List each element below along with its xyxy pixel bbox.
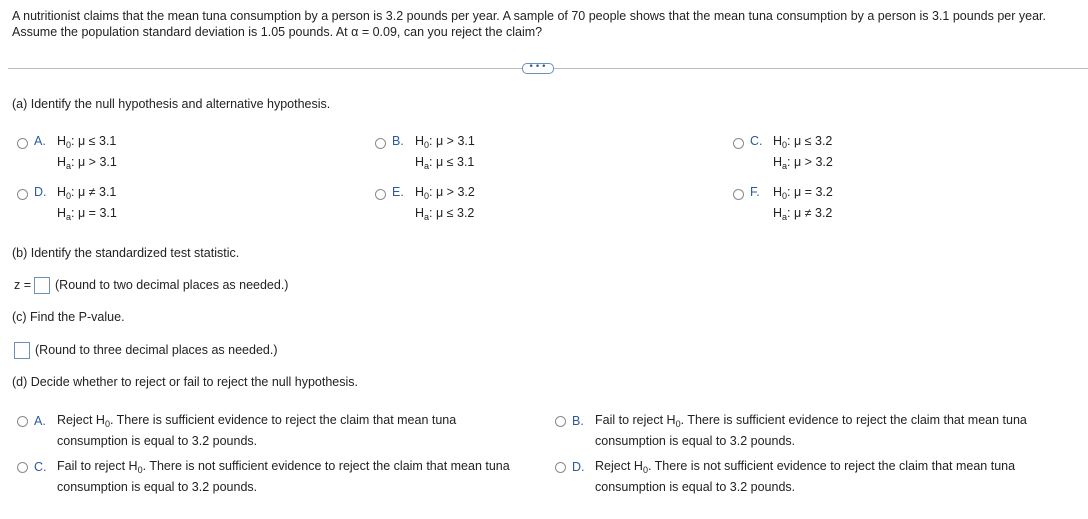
radio-a-f[interactable] — [733, 189, 744, 200]
radio-d-c[interactable] — [17, 462, 28, 473]
option-text: Fail to reject $H_0$. There is not sufficient evidence to reject the claim that mean tuna — [57, 459, 510, 475]
null-hypothesis: $H_0$: μ > 3.1 — [415, 134, 475, 150]
z-input[interactable] — [34, 277, 50, 294]
option-text-line2: consumption is equal to 3.2 pounds. — [57, 480, 258, 494]
option-text: Reject $H_0$. There is sufficient evidence to reject the claim that mean tuna — [57, 413, 457, 429]
null-hypothesis: $H_0$: μ ≠ 3.1 — [57, 185, 117, 201]
radio-d-a[interactable] — [17, 416, 28, 427]
option-letter: B. — [392, 134, 404, 148]
radio-d-b[interactable] — [555, 416, 566, 427]
option-text-line2: consumption is equal to 3.2 pounds. — [57, 434, 258, 448]
radio-a-b[interactable] — [375, 138, 386, 149]
part-c-prompt: (c) Find the P-value. — [12, 310, 125, 324]
radio-d-d[interactable] — [555, 462, 566, 473]
expand-button[interactable]: ••• — [522, 63, 554, 74]
null-hypothesis: $H_0$: μ ≤ 3.2 — [773, 134, 833, 150]
alternative-hypothesis: $H_a$: μ > 3.1 — [57, 155, 117, 171]
null-hypothesis: $H_0$: μ ≤ 3.1 — [57, 134, 117, 150]
radio-a-c[interactable] — [733, 138, 744, 149]
alternative-hypothesis: $H_a$: μ ≤ 3.2 — [415, 206, 475, 222]
option-text-line2: consumption is equal to 3.2 pounds. — [595, 434, 796, 448]
part-b-prompt: (b) Identify the standardized test statistic. — [12, 246, 240, 260]
question-stem: A nutritionist claims that the mean tuna consumption by a person is 3.2 pounds per year. A sample of 70 people shows that the mean tuna consumption by a person is 3.1 pounds per year. Assume the population standard deviation is 1.05 pounds. At α = 0.09, can you reject the claim? — [12, 9, 1046, 39]
part-d-prompt: (d) Decide whether to reject or fail to reject the null hypothesis. — [12, 375, 359, 389]
option-text-line2: consumption is equal to 3.2 pounds. — [595, 480, 796, 494]
null-hypothesis: $H_0$: μ = 3.2 — [773, 185, 833, 201]
alternative-hypothesis: $H_a$: μ ≤ 3.1 — [415, 155, 475, 171]
option-letter: B. — [572, 414, 584, 428]
z-hint: (Round to two decimal places as needed.) — [55, 278, 289, 292]
option-letter: A. — [34, 414, 46, 428]
radio-a-e[interactable] — [375, 189, 386, 200]
part-a-prompt: (a) Identify the null hypothesis and alternative hypothesis. — [12, 97, 331, 111]
radio-a-a[interactable] — [17, 138, 28, 149]
null-hypothesis: $H_0$: μ > 3.2 — [415, 185, 475, 201]
option-letter: C. — [34, 460, 47, 474]
z-label: z = — [14, 278, 32, 292]
radio-a-d[interactable] — [17, 189, 28, 200]
p-value-hint: (Round to three decimal places as needed.) — [35, 343, 278, 357]
option-text: Fail to reject $H_0$. There is sufficient evidence to reject the claim that mean tuna — [595, 413, 1027, 429]
p-value-input[interactable] — [14, 342, 30, 359]
option-letter: E. — [392, 185, 404, 199]
option-letter: D. — [572, 460, 585, 474]
option-letter: C. — [750, 134, 763, 148]
alternative-hypothesis: $H_a$: μ > 3.2 — [773, 155, 833, 171]
alternative-hypothesis: $H_a$: μ = 3.1 — [57, 206, 117, 222]
option-letter: F. — [750, 185, 760, 199]
option-text: Reject $H_0$. There is not sufficient evidence to reject the claim that mean tuna — [595, 459, 1016, 475]
alternative-hypothesis: $H_a$: μ ≠ 3.2 — [773, 206, 833, 222]
option-letter: D. — [34, 185, 47, 199]
option-letter: A. — [34, 134, 46, 148]
